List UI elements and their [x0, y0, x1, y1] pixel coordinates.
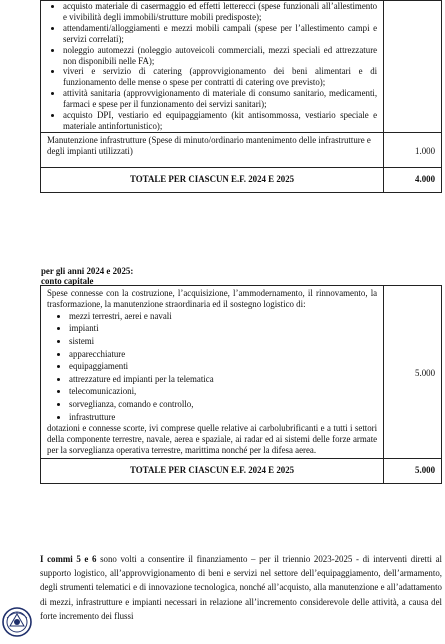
- capital-intro: Spese connesse con la costruzione, l’acquisizione, l’ammodernamento, il rinnovamento, la trasformazione, la manutenzione straordinaria ed il sostegno logistico di:: [47, 288, 378, 309]
- list-item: • acquisto DPI, vestiario ed equipaggiamento (kit antisommossa, vestiario speciale e materiale antinfortunistico);: [63, 110, 377, 132]
- table-row: [41, 167, 442, 192]
- parliament-seal-icon: [0, 600, 34, 640]
- table-row: [41, 286, 442, 459]
- table-row: [41, 132, 442, 167]
- expense-table-current: [40, 0, 442, 193]
- capital-amount-cell: [384, 286, 442, 459]
- total-label: TOTALE PER CIASCUN E.F. 2024 E 2025: [130, 464, 295, 475]
- body-paragraph: [40, 552, 442, 623]
- list-item: • infrastrutture: [69, 411, 383, 424]
- total-amount: 5.000: [415, 464, 435, 475]
- section-heading-capital: conto capitale: [41, 276, 94, 286]
- capital-items-cell: [41, 286, 384, 459]
- list-item: • sorveglianza, comando e controllo,: [69, 398, 383, 411]
- maintenance-amount-cell: [384, 132, 442, 167]
- total-amount-cell: [384, 167, 442, 192]
- paragraph-bold-lead: I commi 5 e 6: [40, 554, 97, 564]
- total-amount: 4.000: [415, 173, 435, 184]
- list-item: • noleggio automezzi (noleggio autoveicoli commerciali, mezzi speciali ed attrezzature non disponibili nelle FA);: [63, 45, 377, 67]
- capital-amount: 5.000: [415, 367, 435, 378]
- total-label-cell: [41, 167, 384, 192]
- list-item: • attrezzature ed impianti per la telematica: [69, 373, 383, 386]
- list-item: • viveri e servizio di catering (approvvigionamento dei beni alimentari e di funzionamento delle mense o spese per contratti di catering ove previsto);: [63, 66, 377, 88]
- paragraph-text: sono volti a consentire il finanziamento – per il triennio 2023-2025 - di interventi diretti al supporto logistico, all’approvvigionamento di beni e servizi nel settore dell’equipaggiamento, dell’armamento, degli strumenti telematici e di innovazione tecnologica, nonché all’acquisto, alla manutenzione e all’adattamento di mezzi, infrastrutture e impianti necessari in relazione all’incremento considerevole delle attività, a causa del forte incremento dei flussi: [40, 554, 442, 621]
- table-row: [41, 458, 442, 483]
- total-label: TOTALE PER CIASCUN E.F. 2024 E 2025: [130, 173, 295, 184]
- list-item: • apparecchiature: [69, 348, 383, 361]
- capital-outro: dotazioni e connesse scorte, ivi comprese quelle relative ai carbolubrificanti e a tutti i settori della componente terrestre, navale, aerea e spaziale, ai radar ed ai sistemi delle forze armate per la sorveglianza operativa terrestre, marittima nonché per la difesa aerea.: [47, 423, 378, 455]
- empty-amount-cell: [384, 1, 442, 133]
- items-cell: [41, 1, 384, 133]
- list-item: • telecomunicazioni,: [69, 385, 383, 398]
- list-item: • sistemi: [69, 335, 383, 348]
- expense-table-capital: [40, 285, 442, 484]
- list-item: • mezzi terrestri, aerei e navali: [69, 310, 383, 323]
- list-item: • impianti: [69, 322, 383, 335]
- section-heading-years: per gli anni 2024 e 2025:: [41, 266, 134, 276]
- list-item: • acquisto materiale di casermaggio ed effetti letterecci (spese funzionali all’allestimento e vivibilità degli immobili/strutture mobili predisposte);: [63, 1, 377, 23]
- total-amount-cell: [384, 458, 442, 483]
- list-item: • attendamenti/alloggiamenti e mezzi mobili campali (spese per l’allestimento campi e servizi correlati);: [63, 23, 377, 45]
- maintenance-text: Manutenzione infrastrutture (Spese di minuto/ordinario mantenimento delle infrastrutture e degli impianti utilizzati): [47, 134, 371, 156]
- maintenance-cell: [41, 132, 384, 167]
- list-item: • attività sanitaria (approvvigionamento di materiale di consumo sanitario, medicamenti, farmaci e spese per il funzionamento dei servizi sanitari);: [63, 88, 377, 110]
- list-item: • equipaggiamenti: [69, 360, 383, 373]
- capital-item-list: [41, 310, 383, 423]
- table-row: [41, 1, 442, 133]
- total-label-cell: [41, 458, 384, 483]
- maintenance-amount: 1.000: [415, 145, 435, 156]
- expense-item-list: [41, 1, 383, 132]
